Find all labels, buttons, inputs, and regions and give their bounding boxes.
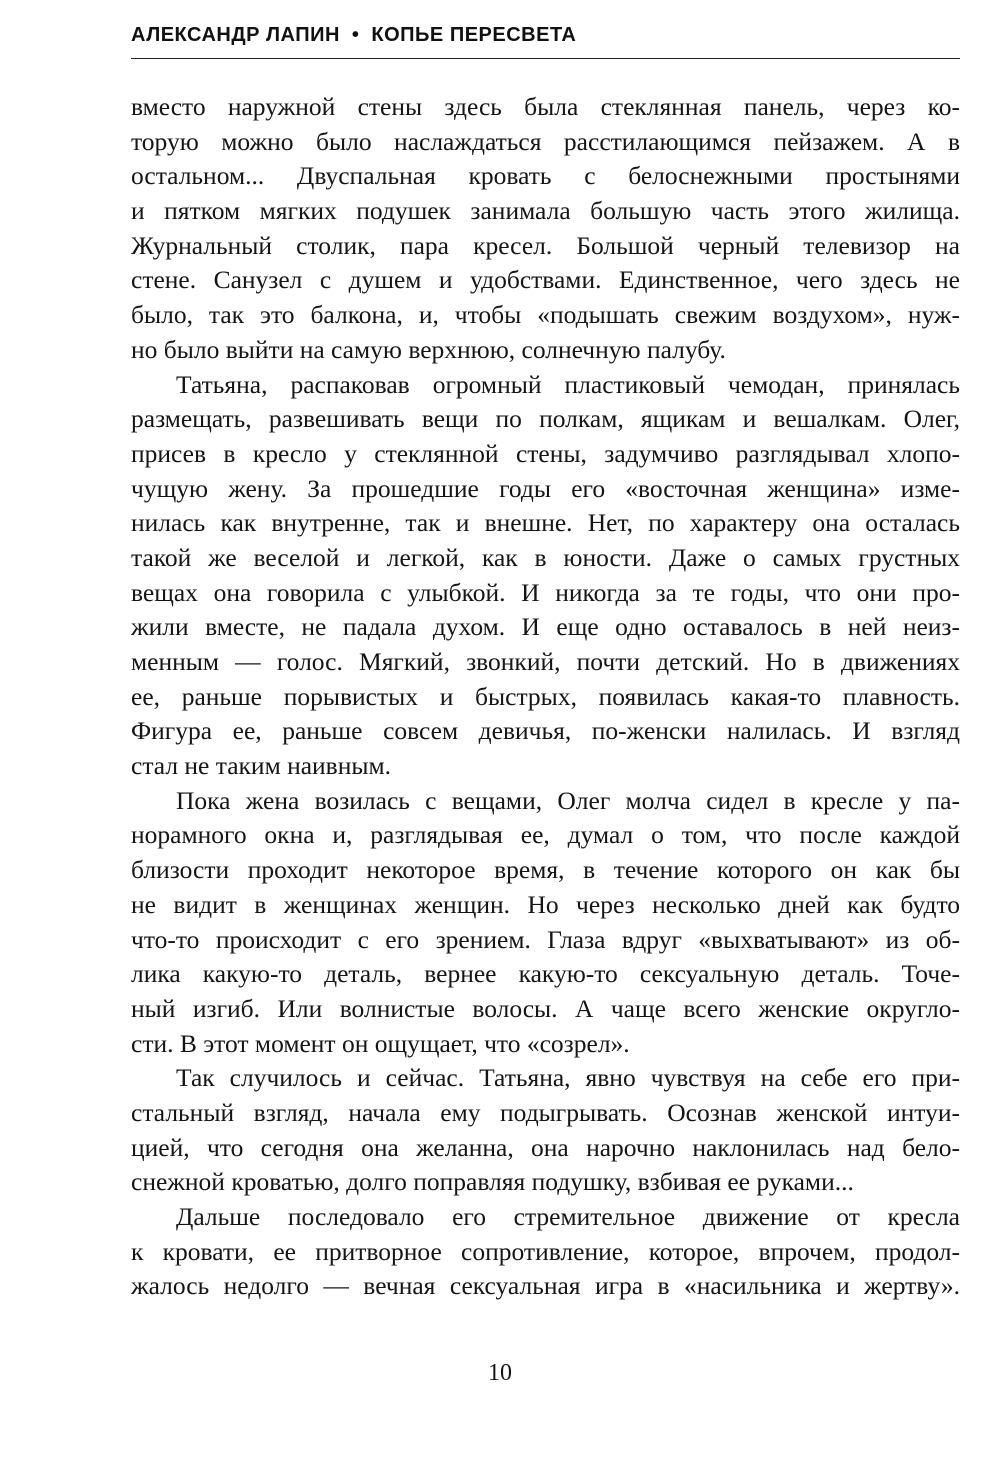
text-line: стал не таким наивным. bbox=[131, 751, 392, 781]
text-line: но было выйти на самую верхнюю, солнечную палубу. bbox=[131, 334, 726, 364]
text-line: Фигура ее, раньше совсем девичья, по-женски налилась. И взгляд bbox=[131, 716, 960, 746]
text-line: остальном... Двуспальная кровать с белоснежными простынями bbox=[131, 161, 960, 191]
text-line: было, так это балкона, и, чтобы «подышать свежим воздухом», нуж- bbox=[131, 300, 960, 330]
text-line: жили вместе, не падала духом. И еще одно оставалось в ней неиз- bbox=[131, 612, 960, 642]
text-line: ный изгиб. Или волнистые волосы. А чаще всего женские округло- bbox=[131, 993, 960, 1023]
text-line: жалось недолго — вечная сексуальная игра в «насильника и жертву». bbox=[131, 1271, 960, 1301]
text-line: вместо наружной стены здесь была стеклянная панель, через ко- bbox=[131, 92, 960, 121]
text-line: менным — голос. Мягкий, звонкий, почти детский. Но в движениях bbox=[131, 647, 960, 676]
text-line: стальный взгляд, начала ему подыгрывать. Осознав женской интуи- bbox=[131, 1097, 960, 1127]
text-line: цией, что сегодня она желанна, она нарочно наклонилась над бело- bbox=[131, 1132, 960, 1162]
text-line: Дальше последовало его стремительное движение от кресла bbox=[176, 1202, 960, 1231]
text-line: Татьяна, распаковав огромный пластиковый чемодан, принялась bbox=[176, 369, 960, 399]
text-line: Пока жена возилась с вещами, Олег молча сидел в кресле у па- bbox=[176, 785, 960, 815]
text-line: норамного окна и, разглядывая ее, думал о том, что после каждой bbox=[131, 820, 960, 850]
text-line: такой же веселой и легкой, как в юности. Даже о самых грустных bbox=[131, 542, 960, 572]
text-line: сти. В этот момент он ощущает, что «созрел». bbox=[131, 1028, 630, 1058]
text-line: нилась как внутренне, так и внешне. Нет, по характеру она осталась bbox=[131, 508, 960, 538]
text-line: близости проходит некоторое время, в течение которого он как бы bbox=[131, 855, 960, 885]
page-number: 10 bbox=[488, 1360, 512, 1386]
text-line: присев в кресло у стеклянной стены, задумчиво разглядывал хлопо- bbox=[131, 438, 960, 468]
text-line: Журнальный столик, пара кресел. Большой черный телевизор на bbox=[131, 230, 960, 260]
text-line: вещах она говорила с улыбкой. И никогда за те годы, что они про- bbox=[131, 577, 960, 607]
text-line: торую можно было наслаждаться расстилающимся пейзажем. А в bbox=[131, 126, 960, 156]
header-rule bbox=[131, 58, 960, 59]
header-book-title: КОПЬЕ ПЕРЕСВЕТА bbox=[371, 24, 577, 46]
body-text bbox=[131, 90, 960, 1304]
text-line: лика какую-то деталь, вернее какую-то сексуальную деталь. Точе- bbox=[131, 959, 960, 989]
text-line: Так случилось и сейчас. Татьяна, явно чувствуя на себе его при- bbox=[176, 1063, 960, 1093]
text-line: и пятком мягких подушек занимала большую часть этого жилища. bbox=[131, 196, 960, 226]
text-line: чущую жену. За прошедшие годы его «восточная женщина» изме- bbox=[131, 473, 960, 503]
header-separator: • bbox=[351, 24, 360, 46]
text-line: стене. Санузел с душем и удобствами. Единственное, чего здесь не bbox=[131, 265, 960, 295]
text-line: снежной кроватью, долго поправляя подушку, взбивая ее руками... bbox=[131, 1167, 854, 1197]
text-line: не видит в женщинах женщин. Но через несколько дней как будто bbox=[131, 889, 960, 919]
header-author: АЛЕКСАНДР ЛАПИН bbox=[131, 24, 340, 46]
text-line: ее, раньше порывистых и быстрых, появилась какая-то плавность. bbox=[131, 681, 960, 711]
text-line: размещать, развешивать вещи по полкам, ящикам и вешалкам. Олег, bbox=[131, 404, 960, 434]
text-line: к кровати, ее притворное сопротивление, которое, впрочем, продол- bbox=[131, 1236, 960, 1266]
text-line: что-то происходит с его зрением. Глаза вдруг «выхватывают» из об- bbox=[131, 924, 960, 954]
running-header bbox=[131, 24, 576, 47]
